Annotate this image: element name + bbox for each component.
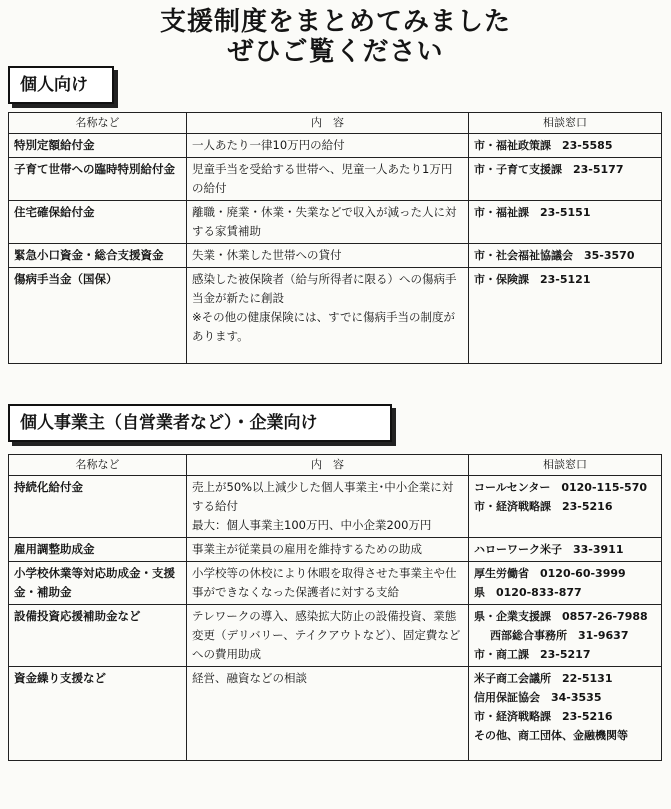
program-description: 感染した被保険者（給与所得者に限る）への傷病手当金が新たに創設 ※その他の健康保険には、すでに傷病手当の制度があります。 bbox=[187, 268, 469, 364]
table-row bbox=[9, 667, 662, 761]
program-contact: コールセンター 0120-115-570 市・経済戦略課 23-5216 bbox=[469, 476, 662, 538]
program-description: 失業・休業した世帯への貸付 bbox=[187, 244, 469, 268]
program-contact: 市・福祉政策課 23-5585 bbox=[469, 134, 662, 158]
table-row bbox=[9, 562, 662, 605]
table-row bbox=[9, 605, 662, 667]
program-contact: ハローワーク米子 33-3911 bbox=[469, 538, 662, 562]
table-row bbox=[9, 244, 662, 268]
program-description: 離職・廃業・休業・失業などで収入が減った人に対する家賃補助 bbox=[187, 201, 469, 244]
program-name: 住宅確保給付金 bbox=[9, 201, 187, 244]
program-description: 経営、融資などの相談 bbox=[187, 667, 469, 761]
program-contact: 県・企業支援課 0857-26-7988 西部総合事務所 31-9637 市・商工課 23-5217 bbox=[469, 605, 662, 667]
program-description: テレワークの導入、感染拡大防止の設備投資、業態変更（デリバリー、テイクアウトなど）、固定費などへの費用助成 bbox=[187, 605, 469, 667]
header-name: 名称など bbox=[9, 455, 187, 476]
program-name: 特別定額給付金 bbox=[9, 134, 187, 158]
page-title-line1: 支援制度をまとめてみました bbox=[159, 7, 511, 37]
program-contact: 市・福祉課 23-5151 bbox=[469, 201, 662, 244]
table-row bbox=[9, 476, 662, 538]
table-row bbox=[9, 201, 662, 244]
program-name: 子育て世帯への臨時特別給付金 bbox=[9, 158, 187, 201]
section-heading-individuals: 個人向け bbox=[8, 66, 114, 104]
program-contact: 米子商工会議所 22-5131 信用保証協会 34-3535 市・経済戦略課 23-5216 その他、商工団体、金融機関等 bbox=[469, 667, 662, 761]
program-contact: 市・子育て支援課 23-5177 bbox=[469, 158, 662, 201]
table-row bbox=[9, 268, 662, 364]
program-name: 緊急小口資金・総合支援資金 bbox=[9, 244, 187, 268]
program-name: 雇用調整助成金 bbox=[9, 538, 187, 562]
program-description: 売上が50%以上減少した個人事業主･中小企業に対する給付 最大：個人事業主100万円、中小企業200万円 bbox=[187, 476, 469, 538]
table-header-row bbox=[9, 113, 662, 134]
table-row bbox=[9, 134, 662, 158]
table-header-row bbox=[9, 455, 662, 476]
program-contact: 市・保険課 23-5121 bbox=[469, 268, 662, 364]
program-description: 一人あたり一律10万円の給付 bbox=[187, 134, 469, 158]
program-name: 小学校休業等対応助成金・支援金・補助金 bbox=[9, 562, 187, 605]
program-name: 傷病手当金（国保） bbox=[9, 268, 187, 364]
program-description: 事業主が従業員の雇用を維持するための助成 bbox=[187, 538, 469, 562]
table-row bbox=[9, 158, 662, 201]
program-name: 資金繰り支援など bbox=[9, 667, 187, 761]
program-name: 設備投資応援補助金など bbox=[9, 605, 187, 667]
program-description: 小学校等の休校により休暇を取得させた事業主や仕事ができなくなった保護者に対する支給 bbox=[187, 562, 469, 605]
program-name: 持続化給付金 bbox=[9, 476, 187, 538]
program-contact: 市・社会福祉協議会 35-3570 bbox=[469, 244, 662, 268]
section-heading-businesses: 個人事業主（自営業者など）・企業向け bbox=[8, 404, 392, 442]
header-contact: 相談窓口 bbox=[469, 113, 662, 134]
header-contact: 相談窓口 bbox=[469, 455, 662, 476]
individual-support-table bbox=[8, 112, 662, 364]
page-title-line2: ぜひご覧ください bbox=[227, 37, 444, 67]
header-content: 内 容 bbox=[187, 455, 469, 476]
business-support-table bbox=[8, 454, 662, 761]
program-contact: 厚生労働省 0120-60-3999 県 0120-833-877 bbox=[469, 562, 662, 605]
header-content: 内 容 bbox=[187, 113, 469, 134]
header-name: 名称など bbox=[9, 113, 187, 134]
table-row bbox=[9, 538, 662, 562]
program-description: 児童手当を受給する世帯へ、児童一人あたり1万円の給付 bbox=[187, 158, 469, 201]
